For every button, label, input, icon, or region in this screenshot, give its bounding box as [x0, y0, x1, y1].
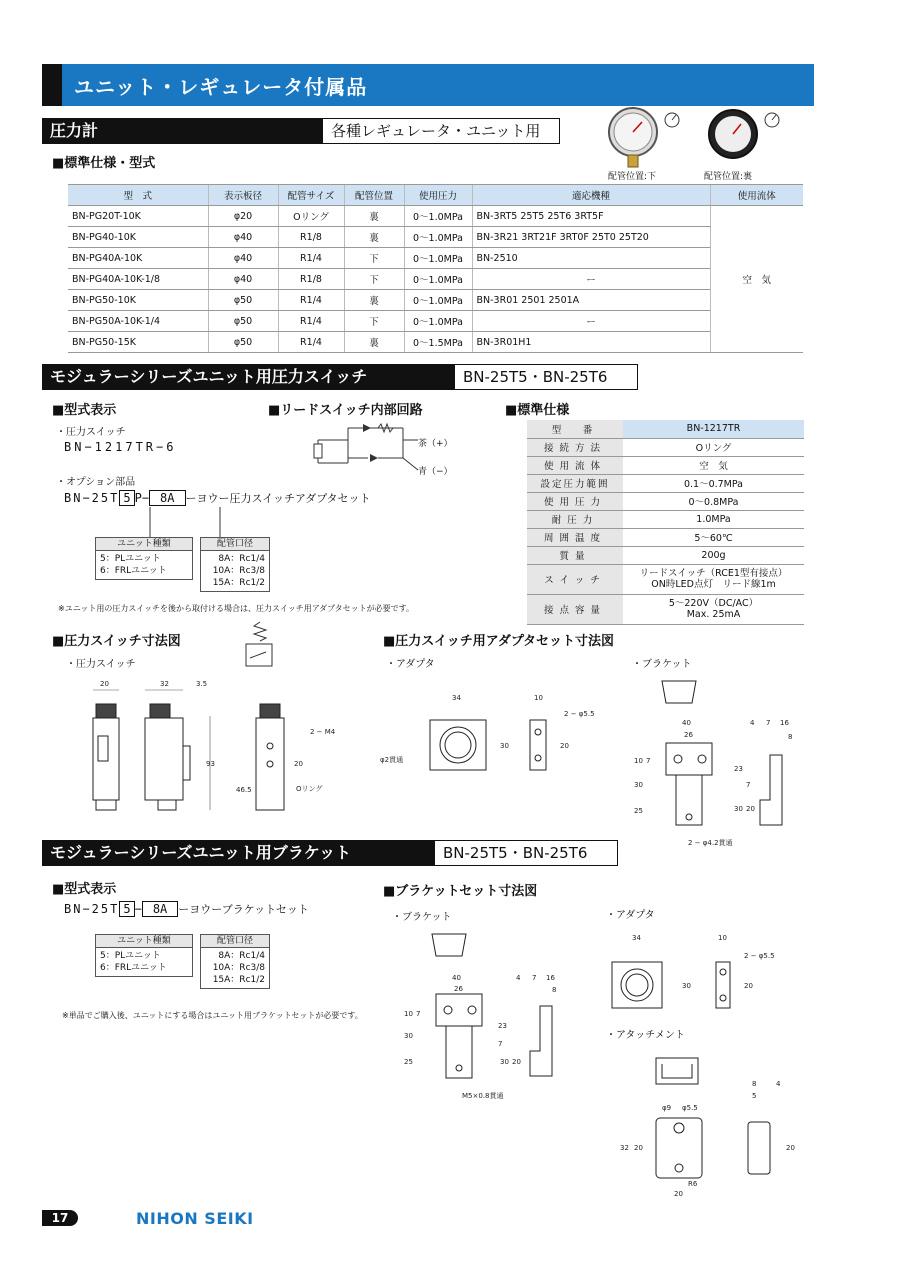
cell: ー: [472, 311, 710, 332]
gauge-photo-caption-2: 配管位置:裏: [704, 172, 753, 182]
ps-circuit-heading: ■リードスイッチ内部回路: [268, 403, 423, 418]
legend-line: 10A：Rc3/8: [212, 963, 265, 973]
dim: φ5.5: [682, 1104, 698, 1112]
legend-line: 8A：Rc1/4: [218, 951, 265, 961]
cell: 5〜60℃: [623, 528, 804, 546]
legend-header: 配管口径: [201, 538, 269, 551]
code-unit-box: 5: [119, 490, 134, 506]
cell: BN-PG40A-10K: [68, 248, 208, 269]
col-header: 使用流体: [710, 185, 803, 206]
dim: 2 − φ5.5: [744, 952, 775, 960]
dim: 5: [752, 1092, 757, 1100]
cell: φ50: [208, 311, 278, 332]
ps-switch-code: BN−1217TR−6: [64, 440, 177, 454]
dim: 8: [552, 986, 557, 994]
cell: BN-PG40-10K: [68, 227, 208, 248]
dim: 20: [674, 1190, 683, 1198]
gauge-section-title: 圧力計: [42, 118, 322, 144]
table-row: [68, 248, 803, 269]
dim: M5×0.8貫通: [462, 1092, 504, 1100]
cell: Oリング: [623, 438, 804, 456]
dim: 30: [682, 982, 691, 990]
br-adapter-drawing: [600, 928, 800, 1018]
cell: R1/4: [278, 311, 344, 332]
dim: 10: [634, 757, 643, 765]
dim-port-height: 46.5: [236, 786, 252, 794]
table-row: [527, 474, 804, 492]
cell: 下: [344, 311, 404, 332]
dim: 16: [546, 974, 555, 982]
gauge-photo-back: [709, 110, 779, 158]
code-mid: −: [134, 902, 142, 916]
cell: 裏: [344, 290, 404, 311]
table-row: [68, 332, 803, 353]
dim: 23: [734, 765, 743, 773]
cell: 接続方法: [527, 438, 623, 456]
cell: BN-PG50-10K: [68, 290, 208, 311]
cell: BN-3R01H1: [472, 332, 710, 353]
ps-adapter-sub: ・アダプタ: [386, 659, 435, 670]
br-attach-sub: ・アタッチメント: [606, 1030, 685, 1041]
cell: φ20: [208, 206, 278, 227]
cell: 質量: [527, 546, 623, 564]
dim: 40: [682, 719, 691, 727]
cell: 0〜1.0MPa: [404, 269, 472, 290]
dim-oring: Oリング: [296, 785, 323, 793]
table-row: [527, 564, 804, 594]
dim: 20: [786, 1144, 795, 1152]
code-unit-box: 5: [119, 901, 134, 917]
resistor-icon: [314, 444, 322, 458]
col-header: 適応機種: [472, 185, 710, 206]
cell: 下: [344, 248, 404, 269]
cell: 裏: [344, 206, 404, 227]
table-row: [527, 456, 804, 474]
dim: 30: [500, 742, 509, 750]
table-row: [527, 492, 804, 510]
dim: 20: [512, 1058, 521, 1066]
dim-offset: 3.5: [196, 680, 208, 688]
cell: 0〜1.5MPa: [404, 332, 472, 353]
cell: 0〜0.8MPa: [623, 492, 804, 510]
col-header: BN-1217TR: [623, 420, 804, 438]
br-port-legend: [200, 934, 270, 989]
br-section-models: BN-25T5・BN-25T6: [434, 840, 618, 866]
br-bracket-sub: ・ブラケット: [392, 912, 452, 923]
cell: R1/4: [278, 290, 344, 311]
cell: BN-PG20T-10K: [68, 206, 208, 227]
br-adapter-sub: ・アダプタ: [606, 910, 655, 921]
code-port-box: 8A: [142, 901, 178, 917]
dim: 25: [634, 807, 643, 815]
cell: BN-PG50A-10K-1/4: [68, 311, 208, 332]
ps-port-legend: [200, 537, 270, 592]
br-note: ※単品でご購入後、ユニットにする場合はユニット用ブラケットセットが必要です。: [62, 1011, 363, 1020]
pressure-switch-symbol: [240, 620, 280, 670]
dim-height: 93: [206, 760, 215, 768]
cell: φ40: [208, 248, 278, 269]
cell: 0〜1.0MPa: [404, 311, 472, 332]
col-header: 型 式: [68, 185, 208, 206]
legend-line: 6：FRLユニット: [100, 566, 167, 576]
legend-line: 5：PLユニット: [100, 554, 161, 564]
dim: φ2貫通: [380, 756, 404, 764]
dim: 2 − φ4.2貫通: [688, 839, 733, 847]
dim: 10: [534, 694, 543, 702]
dim: 7: [532, 974, 537, 982]
cell: 使用圧力: [527, 492, 623, 510]
brand-logo: NIHON SEIKI: [136, 1209, 254, 1228]
dim: 30: [404, 1032, 413, 1040]
dim: 7: [416, 1010, 421, 1018]
cell: 0〜1.0MPa: [404, 290, 472, 311]
cell: 0〜1.0MPa: [404, 248, 472, 269]
table-row: [527, 528, 804, 546]
gauge-photos: [600, 100, 800, 172]
legend-header: ユニット種類: [96, 538, 192, 551]
cell: BN-3R01 2501 2501A: [472, 290, 710, 311]
table-header-row: [527, 420, 804, 438]
ps-option-leader-lines: [60, 505, 250, 540]
dim: 7: [746, 781, 751, 789]
legend-line: 6：FRLユニット: [100, 963, 167, 973]
ps-std-heading: ■標準仕様: [505, 403, 570, 418]
code-suffix: ーヨウー圧力スイッチアダプタセット: [185, 492, 371, 505]
code-port-box: 8A: [149, 490, 185, 506]
cell: 周囲温度: [527, 528, 623, 546]
cell-line: Max. 25mA: [686, 609, 741, 620]
cell: 0.1〜0.7MPa: [623, 474, 804, 492]
dim-width: 20: [100, 680, 109, 688]
ps-bracket-sub: ・ブラケット: [632, 659, 692, 670]
cell: φ50: [208, 332, 278, 353]
br-model-heading: ■型式表示: [52, 882, 117, 897]
table-row: [68, 227, 803, 248]
cell: BN-PG50-15K: [68, 332, 208, 353]
cell: 空 気: [623, 456, 804, 474]
dim: 4: [750, 719, 755, 727]
diode-icon: [370, 454, 378, 462]
dim: 7: [498, 1040, 503, 1048]
cell-line: リードスイッチ（RCE1型有接点）: [639, 568, 788, 579]
table-row: [68, 311, 803, 332]
dim: 7: [766, 719, 771, 727]
col-header: 配管サイズ: [278, 185, 344, 206]
code-prefix: BN−25T: [64, 902, 120, 916]
cell: ー: [472, 269, 710, 290]
dim: 20: [746, 805, 755, 813]
dim: 20: [634, 1144, 643, 1152]
col-header: 使用圧力: [404, 185, 472, 206]
dim: 23: [498, 1022, 507, 1030]
cell: 接点容量: [527, 594, 623, 624]
dim: 34: [452, 694, 461, 702]
fluid-cell: 空 気: [710, 206, 803, 353]
ps-option-code: [64, 490, 371, 506]
legend-line: 5：PLユニット: [100, 951, 161, 961]
cell: 0〜1.0MPa: [404, 227, 472, 248]
dim: 25: [404, 1058, 413, 1066]
legend-header: ユニット種類: [96, 935, 192, 948]
cell: 200g: [623, 546, 804, 564]
br-attachment-drawing: [600, 1050, 800, 1200]
cell: 裏: [344, 227, 404, 248]
cell: φ40: [208, 269, 278, 290]
gauge-photo-caption-1: 配管位置:下: [608, 172, 657, 182]
dim: 30: [500, 1058, 509, 1066]
cell: スイッチ: [527, 564, 623, 594]
cell: 1.0MPa: [623, 510, 804, 528]
gauge-spec-table: [68, 184, 803, 353]
ps-dim-drawing: [60, 676, 380, 821]
code-mid: P−: [134, 491, 150, 505]
legend-line: 8A：Rc1/4: [218, 554, 265, 564]
cell-line: 5〜220V（DC/AC）: [668, 598, 759, 609]
ps-section-models: BN-25T5・BN-25T6: [454, 364, 638, 390]
legend-header: 配管口径: [201, 935, 269, 948]
cell: BN-PG40A-10K-1/8: [68, 269, 208, 290]
cell: 裏: [344, 332, 404, 353]
ps-adapter-heading: ■圧力スイッチ用アダプタセット寸法図: [383, 634, 614, 649]
cell: BN-3RT5 25T5 25T6 3RT5F: [472, 206, 710, 227]
dim: R6: [688, 1180, 698, 1188]
ps-note: ※ユニット用の圧力スイッチを後から取付ける場合は、圧力スイッチ用アダプタセットが必要です。: [58, 604, 414, 613]
page-number: 17: [42, 1210, 78, 1226]
ps-unit-legend: [95, 537, 193, 580]
dim-thread: 2 − M4: [310, 728, 336, 736]
dim: 30: [634, 781, 643, 789]
ps-section-title: モジュラーシリーズユニット用圧力スイッチ: [42, 364, 454, 390]
code-suffix: ーヨウーブラケットセット: [178, 903, 309, 916]
table-row: [68, 290, 803, 311]
wire-blue-label: 青（−）: [418, 467, 453, 477]
br-unit-legend: [95, 934, 193, 977]
dim: 8: [752, 1080, 757, 1088]
dim-port-pitch: 20: [294, 760, 303, 768]
cell: R1/4: [278, 248, 344, 269]
legend-line: 15A：Rc1/2: [212, 975, 265, 985]
gauge-spec-heading: ■標準仕様・型式: [52, 156, 156, 171]
dim: 2 − φ5.5: [564, 710, 595, 718]
led-icon: [363, 424, 371, 432]
dim: 4: [776, 1080, 781, 1088]
dim: 20: [560, 742, 569, 750]
dim: 32: [620, 1144, 629, 1152]
ps-adapter-drawing: [378, 688, 603, 788]
ps-switch-label: ・圧力スイッチ: [56, 427, 126, 438]
dim: 7: [646, 757, 651, 765]
table-header-row: [68, 185, 803, 206]
table-row: [527, 546, 804, 564]
table-row: [527, 594, 804, 624]
table-row: [527, 510, 804, 528]
cell: 使用流体: [527, 456, 623, 474]
br-set-heading: ■ブラケットセット寸法図: [383, 884, 538, 899]
ps-dim-heading: ■圧力スイッチ寸法図: [52, 634, 181, 649]
ps-dim-sub: ・圧力スイッチ: [66, 659, 136, 670]
cell: 耐圧力: [527, 510, 623, 528]
dim: 16: [780, 719, 789, 727]
cell: R1/8: [278, 269, 344, 290]
ps-model-heading: ■型式表示: [52, 403, 117, 418]
cell: φ50: [208, 290, 278, 311]
table-row: [68, 206, 803, 227]
br-option-code: [64, 901, 309, 917]
cell: φ40: [208, 227, 278, 248]
ps-bracket-drawing: [630, 675, 810, 850]
dim: 10: [718, 934, 727, 942]
dim: 20: [744, 982, 753, 990]
wire-brown-label: 茶（+）: [418, 439, 453, 449]
cell: 型 番: [527, 420, 623, 438]
dim: 34: [632, 934, 641, 942]
dim: 8: [788, 733, 793, 741]
dim: 4: [516, 974, 521, 982]
gauge-section-subtitle: 各種レギュレータ・ユニット用: [322, 118, 560, 144]
table-row: [68, 269, 803, 290]
dim: 26: [454, 985, 463, 993]
dim: 40: [452, 974, 461, 982]
ps-std-table: [527, 420, 804, 625]
col-header: 配管位置: [344, 185, 404, 206]
cell: BN-3R21 3RT21F 3RT0F 25T0 25T20: [472, 227, 710, 248]
dim: 26: [684, 731, 693, 739]
code-prefix: BN−25T: [64, 491, 120, 505]
cell: 下: [344, 269, 404, 290]
dim: φ9: [662, 1104, 672, 1112]
cell: 設定圧力範囲: [527, 474, 623, 492]
br-bracket-drawing: [400, 928, 580, 1103]
legend-line: 10A：Rc3/8: [212, 566, 265, 576]
table-row: [527, 438, 804, 456]
dim: 30: [734, 805, 743, 813]
cell: Oリング: [278, 206, 344, 227]
cell-line: ON時LED点灯 リード線1m: [651, 579, 776, 590]
cell: R1/8: [278, 227, 344, 248]
dim-depth: 32: [160, 680, 169, 688]
cell: BN-2510: [472, 248, 710, 269]
col-header: 表示板径: [208, 185, 278, 206]
br-section-title: モジュラーシリーズユニット用ブラケット: [42, 840, 434, 866]
banner-title: ユニット・レギュレータ付属品: [74, 75, 368, 99]
ps-option-label: ・オプション部品: [56, 477, 136, 488]
cell: 0〜1.0MPa: [404, 206, 472, 227]
cell: R1/4: [278, 332, 344, 353]
dim: 10: [404, 1010, 413, 1018]
gauge-photo-bottom: [609, 108, 679, 167]
legend-line: 15A：Rc1/2: [212, 578, 265, 588]
